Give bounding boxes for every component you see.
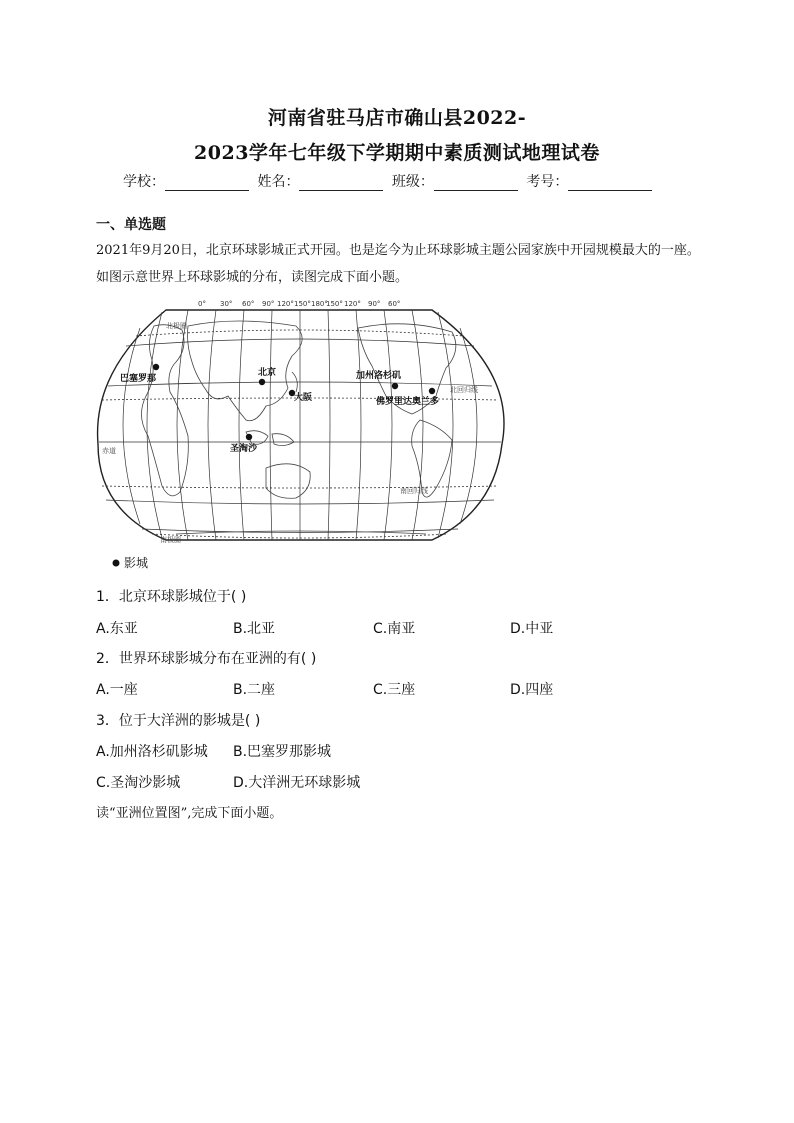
legend-marker <box>113 560 120 567</box>
q1-option-b[interactable]: B.北亚 <box>233 621 276 637</box>
california-label: 加州洛杉矶 <box>356 371 402 381</box>
arctic-circle-label: 北极圈 <box>166 322 187 330</box>
antarctic-circle-label: 南极圈 <box>160 536 181 544</box>
name-label: 姓名： <box>257 174 300 190</box>
sentosa-label: 圣淘沙 <box>230 444 258 454</box>
california-marker <box>392 383 398 389</box>
lon-label: 150° <box>294 300 311 308</box>
q1-option-c[interactable]: C.南亚 <box>373 621 416 637</box>
equator-label: 赤道 <box>102 447 116 455</box>
question-2-stem: 2．世界环球影城分布在亚洲的有( ) <box>96 651 317 667</box>
question-1-stem: 1．北京环球影城位于( ) <box>96 589 247 605</box>
class-blank[interactable] <box>434 176 518 191</box>
sentosa-marker <box>246 434 252 440</box>
q2-option-d[interactable]: D.四座 <box>510 682 554 698</box>
beijing-marker <box>259 379 265 385</box>
q2-option-a[interactable]: A.一座 <box>96 682 138 698</box>
q3-option-a[interactable]: A.加州洛杉矶影城 <box>96 744 208 760</box>
q3-option-b[interactable]: B.巴塞罗那影城 <box>233 744 332 760</box>
beijing-label: 北京 <box>258 368 277 378</box>
lon-label: 0° <box>198 300 206 308</box>
exam-title-line1: 河南省驻马店市确山县2022- <box>267 107 527 129</box>
student-info-row <box>123 171 656 191</box>
lon-label: 30° <box>220 300 233 308</box>
lon-label: 90° <box>262 300 275 308</box>
q1-option-a[interactable]: A.东亚 <box>96 621 138 637</box>
section-heading: 一、单选题 <box>96 217 166 233</box>
lon-label: 180° <box>311 300 328 308</box>
legend-label: 影城 <box>124 556 149 570</box>
tropic-capricorn-label: 南回归线 <box>400 487 428 495</box>
lon-label: 60° <box>242 300 255 308</box>
question-3-stem: 3．位于大洋洲的影城是( ) <box>96 713 261 729</box>
barcelona-marker <box>153 364 159 370</box>
q2-option-c[interactable]: C.三座 <box>373 682 416 698</box>
q1-option-d[interactable]: D.中亚 <box>510 621 554 637</box>
tropic-cancer-label: 北回归线 <box>450 386 478 394</box>
barcelona-label: 巴塞罗那 <box>120 374 157 384</box>
q2-option-b[interactable]: B.二座 <box>233 682 276 698</box>
exam-number-label: 考号： <box>526 174 569 190</box>
orlando-marker <box>429 388 435 394</box>
world-map-figure <box>96 296 508 572</box>
exam-title-line2: 2023学年七年级下学期期中素质测试地理试卷 <box>194 142 600 164</box>
osaka-label: 大阪 <box>294 393 313 403</box>
lon-label: 120° <box>344 300 361 308</box>
q3-option-d[interactable]: D.大洋洲无环球影城 <box>233 775 361 791</box>
lon-label: 150° <box>326 300 343 308</box>
passage-universal-studios: 2021年9月20日，北京环球影城正式开园。也是迄今为止环球影城主题公园家族中开园规模最大的一座。如图示意世界上环球影城的分布，读图完成下面小题。 <box>96 243 700 285</box>
name-blank[interactable] <box>299 176 383 191</box>
q3-option-c[interactable]: C.圣淘沙影城 <box>96 775 181 791</box>
lon-label: 120° <box>277 300 294 308</box>
class-label: 班级： <box>391 174 434 190</box>
school-label: 学校： <box>123 174 165 190</box>
lon-label: 60° <box>388 300 401 308</box>
orlando-label: 佛罗里达奥兰多 <box>376 397 440 407</box>
passage-asia-location: 读“亚洲位置图”,完成下面小题。 <box>96 806 283 821</box>
lon-label: 90° <box>368 300 381 308</box>
exam-number-blank[interactable] <box>568 176 652 191</box>
school-blank[interactable] <box>165 176 249 191</box>
